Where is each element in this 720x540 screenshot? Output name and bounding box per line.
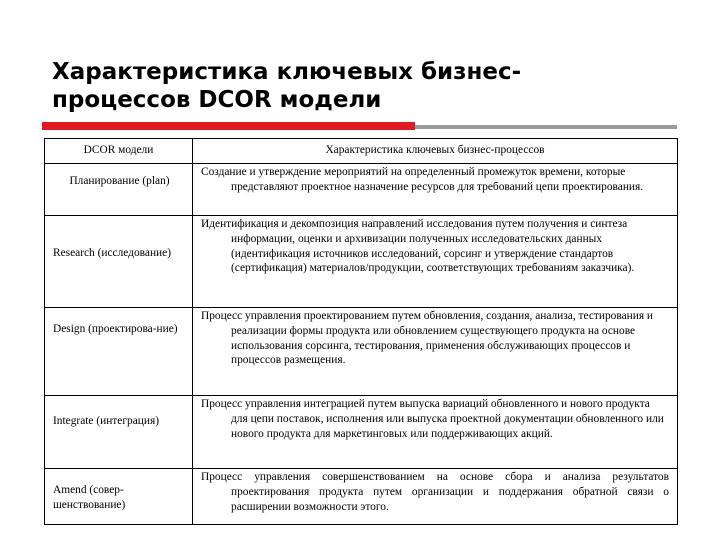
process-description-plan: Создание и утверждение мероприятий на определенный промежуток времени, которые представляют проектное назначение ресурсов для требований цепи проектирования. bbox=[201, 166, 644, 193]
process-description-amend: Процесс управления совершенствованием на основе сбора и анализа результатов проектирования продукта путем организации и поддержания обратной связи о расширении возможности этого. bbox=[201, 471, 669, 513]
table-row bbox=[45, 164, 678, 216]
table-row bbox=[45, 216, 678, 308]
table-row bbox=[45, 469, 678, 525]
description-cell bbox=[193, 469, 678, 525]
process-name-plan: Планирование (plan) bbox=[69, 175, 170, 187]
title-underline-gray bbox=[415, 125, 677, 129]
description-cell bbox=[193, 396, 678, 469]
process-cell bbox=[45, 216, 193, 308]
table-header-row bbox=[45, 139, 678, 164]
process-description-integrate: Процесс управления интеграцией путем выпуска вариаций обновленного и нового продукта для цепи поставок, исполнения или выпуска проектной документации обновленного или нового продукта для маркетинговых или поддерживающих акций. bbox=[201, 398, 664, 440]
header-dcor-model: DCOR модели bbox=[45, 139, 193, 164]
slide-title-line-2: процессов DCOR модели bbox=[52, 87, 382, 113]
description-cell bbox=[193, 216, 678, 308]
process-cell bbox=[45, 164, 193, 216]
process-description-research: Идентификация и декомпозиция направлений исследования путем получения и синтеза информации, оценки и архивизации полученных исследовательских данных (идентификация источников исследований, сорсинг и утверждение стандартов (сертификация) материалов/продукции, соответствующих требованиям заказчика). bbox=[201, 218, 635, 275]
slide-title-line-1: Характеристика ключевых бизнес- bbox=[52, 59, 522, 85]
process-name-research: Research (исследование) bbox=[53, 247, 171, 259]
slide-title bbox=[52, 58, 692, 114]
title-underline-accent bbox=[42, 122, 415, 130]
description-cell bbox=[193, 164, 678, 216]
header-characteristics: Характеристика ключевых бизнес-процессов bbox=[193, 139, 678, 164]
table-row bbox=[45, 308, 678, 396]
process-cell bbox=[45, 396, 193, 469]
process-name-design: Design (проектирова-ние) bbox=[53, 323, 178, 335]
process-name-integrate: Integrate (интеграция) bbox=[53, 415, 159, 427]
processes-table bbox=[44, 138, 678, 525]
description-cell bbox=[193, 308, 678, 396]
process-name-amend: Amend (совер-шенствование) bbox=[53, 484, 126, 511]
process-cell bbox=[45, 469, 193, 525]
table-row bbox=[45, 396, 678, 469]
process-description-design: Процесс управления проектированием путем обновления, создания, анализа, тестирования и реализации формы продукта или обновлением существующего продукта на основе использования сорсинга, тестирования, применения обслуживающих процессов и процессов размещения. bbox=[201, 310, 654, 367]
process-cell bbox=[45, 308, 193, 396]
